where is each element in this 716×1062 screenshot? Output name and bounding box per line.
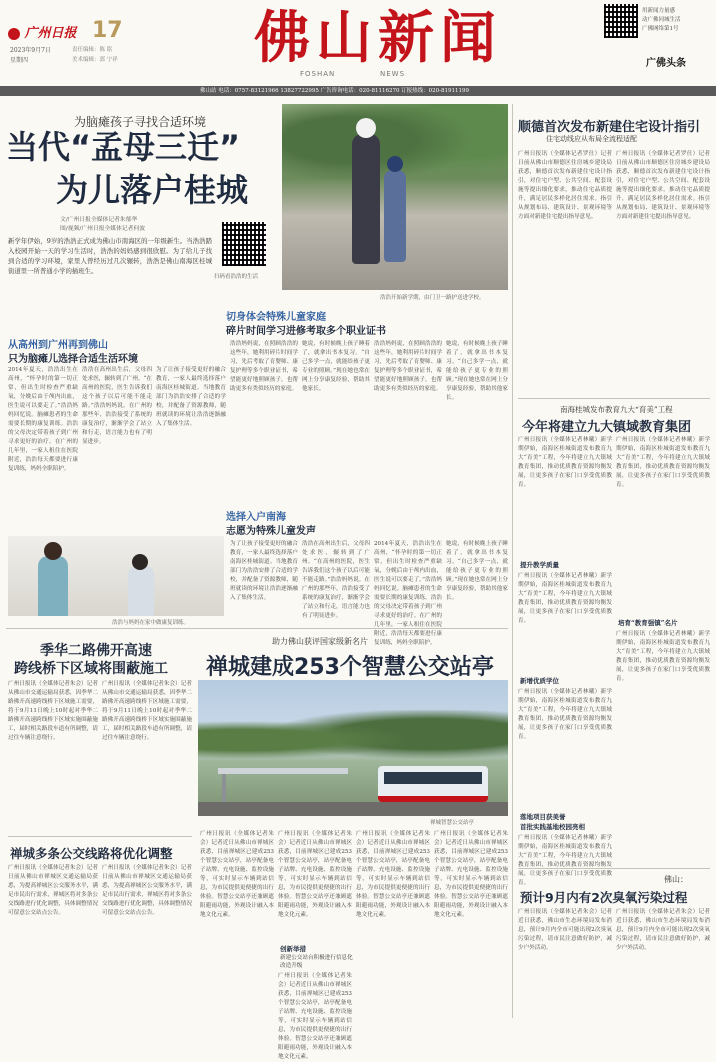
nanhai-edu-side-head-1: 提升教学质量 (520, 561, 559, 569)
ozone-title: 预计9月内有2次臭氧污染过程 (520, 890, 688, 905)
right-column-divider (512, 104, 513, 1018)
bus-stop-photo-trees (198, 710, 508, 770)
jihua-col-1: 广州日报讯（全媒体记者朱会）记者从佛山市交通运输局获悉，因季华二路佛开高速跨线桥下区域施工需要，将于9月11日晚上10时起对季华二路佛开高速跨线桥下区域实施围蔽施工，届时相关路段车道有所调整，请过往车辆注意绕行。 (8, 681, 98, 741)
bus-route-title: 禅城多条公交线路将优化调整 (10, 846, 173, 861)
masthead-qr-code[interactable] (604, 4, 638, 38)
section-head-from-gaozhou: 从高州到广州再到佛山 (8, 340, 108, 351)
editor-credit: 责任编辑：陈 铭 (72, 47, 113, 53)
lead-col-4: 她说，有时候晚上孩子睡着了，就拿出书本复习。“自己多学一点，就能给孩子更专业的照顾。”现在她也常在网上分享康复经验，帮助其他家长。 (302, 341, 370, 392)
ozone-col-1: 广州日报讯（全媒体记者朱会）记者近日获悉，佛山市生态环境局发布消息，预计9月内全市可能出现2次臭氧污染过程，请市民注意做好防护，减少户外活动。 (518, 909, 612, 951)
bus-stop-title: 禅城建成253个智慧公交站亭 (206, 655, 494, 680)
qr-note-2: 动广佛同城生活 (642, 17, 681, 23)
section-title-en-left: FOSHAN (300, 70, 336, 78)
page-number: 17 (92, 18, 123, 43)
jihua-col-2: 广州日报讯（全媒体记者朱会）记者从佛山市交通运输局获悉，因季华二路佛开高速跨线桥下区域施工需要，将于9月11日晚上10时起对季华二路佛开高速跨线桥下区域实施围蔽施工，届时相关路段车道有所调整，请过往车辆注意绕行。 (102, 681, 192, 741)
lead-photo-mother (352, 134, 380, 264)
lead-byline-1: 文/广州日报全媒体记者朱郁华 (60, 217, 138, 223)
paper-logo (8, 22, 77, 41)
bus-route-col-2: 广州日报讯（全媒体记者朱会）记者日前从佛山市禅城区交通运输局获悉，为提高禅城区公交服务水平，满足市民出行需求，禅城区将对多条公交线路进行优化调整，具体调整情况可留意公交站点公告。 (102, 865, 192, 916)
bus-stop-col-2: 广州日报讯（全媒体记者朱会）记者近日从佛山市禅城区获悉，目前禅城区已建成253个智慧公交站亭，站亭配备电子站牌、充电设施、监控设施等，可实时显示车辆到站信息，为市民提供更便捷的出行体验。智慧公交站亭还兼顾遮阳避雨功能，外观设计融入本地文化元素。 (278, 831, 352, 918)
lead-qr-caption: 扫码看浩浩的生活 (214, 274, 259, 280)
section-sub-experience: 碎片时间学习进修考取多个职业证书 (226, 326, 386, 337)
shunde-text-col-1: 广州日报讯（全媒体记者罗仕）记者日前从佛山市顺德区住房城乡建设局获悉，顺德首次发布新建住宅设计指引，对住宅户型、公共空间、配套设施等提出细化要求，推动住宅品质提升，满足居民多样化居住需求。指引从规划布局、建筑设计、景观环境等方面对新建住宅提出指导意见。 (518, 151, 612, 220)
section-title-en-right: NEWS (380, 70, 406, 78)
issue-weekday: 星期四 (10, 57, 29, 64)
section-head-nanhai: 选择入户南海 (226, 512, 286, 523)
qr-note-1: 用新闻力量感 (642, 8, 676, 14)
lead-col-3: 浩浩妈妈说，在照顾浩浩的这些年，她利用碎片时间学习，先后考取了育婴师、康复护理等多个职业证书，希望能更好地照顾孩子，也帮助更多有类似经历的家庭。 (230, 341, 298, 392)
nanhai-edu-col-1b: 广州日报讯（全媒体记者林曦）新学期伊始，南海区桂城街道发布教育九大“育美”工程，今年将建立九大镇域教育集团，推动优质教育资源均衡发展，让更多孩子在家门口享受优质教育。 (518, 573, 612, 624)
lead-photo-child-head (387, 156, 403, 172)
lead-photo-2-child (128, 566, 154, 616)
bus-stop-shelter (218, 768, 348, 774)
bus-stop-col-4: 广州日报讯（全媒体记者朱会）记者近日从佛山市禅城区获悉，目前禅城区已建成253个智慧公交站亭，站亭配备电子站牌、充电设施、监控设施等，可实时显示车辆到站信息，为市民提供更便捷的出行体验。智慧公交站亭还兼顾遮阳避雨功能，外观设计融入本地文化元素。 (434, 831, 508, 918)
bus-stop-col-2b: 广州日报讯（全媒体记者朱会）记者近日从佛山市禅城区获悉，目前禅城区已建成253个智慧公交站亭，站亭配备电子站牌、充电设施、监控设施等，可实时显示车辆到站信息，为市民提供更便捷的出行体验。智慧公交站亭还兼顾遮阳避雨功能，外观设计融入本地文化元素。 (278, 973, 352, 1060)
shunde-title: 顺德首次发布新建住宅设计指引 (518, 120, 701, 135)
lead-photo-2 (8, 536, 224, 616)
lead-photo-caption: 浩浩开始新学期，由门卫一路护送进学校。 (380, 295, 485, 301)
masthead (0, 0, 716, 82)
lead-col-7: 为了让孩子接受更好的融合教育，一家人最终选择落户南海区桂城街道。当地教育部门为浩浩安排了合适的学校，并配备了资源教师，随班就读的环境让浩浩逐渐融入了集体生活。 (230, 541, 298, 601)
lead-photo-2-caption: 浩浩与妈妈在家中做康复训练。 (112, 620, 190, 626)
ozone-kicker: 佛山： (664, 875, 688, 884)
nanhai-edu-col-1: 广州日报讯（全媒体记者林曦）新学期伊始，南海区桂城街道发布教育九大“育美”工程，今年将建立九大镇域教育集团，推动优质教育资源均衡发展，让更多孩子在家门口享受优质教育。 (518, 437, 612, 488)
bus-route-col-1: 广州日报讯（全媒体记者朱会）记者日前从佛山市禅城区交通运输局获悉，为提高禅城区公交服务水平，满足市民出行需求，禅城区将对多条公交线路进行优化调整，具体调整情况可留意公交站点公告。 (8, 865, 98, 916)
lead-photo (282, 104, 508, 290)
nanhai-edu-col-1d: 广州日报讯（全媒体记者林曦）新学期伊始，南海区桂城街道发布教育九大“育美”工程，今年将建立九大镇域教育集团，推动优质教育资源均衡发展，让更多孩子在家门口享受优质教育。 (518, 835, 612, 886)
lead-col-2b: 为了让孩子接受更好的融合教育，一家人最终选择落户南海区桂城街道。当地教育部门为浩浩安排了合适的学校，并配备了资源教师，随班就读的环境让浩浩逐渐融入了集体生活。 (156, 367, 226, 427)
info-bar-text: 佛山站 电话：0757-83121966 13827722995 广告咨询电话：020-81116270 订报热线：020-81911199 (200, 88, 470, 94)
right-note-sub: 首批实践基地校园亮相 (520, 823, 585, 831)
qr-note-3: 广佛网络第1号 (642, 26, 679, 32)
section-title: 佛山新闻 (254, 6, 502, 71)
lead-kicker: 为脑瘫孩子寻找合适环境 (74, 115, 207, 129)
lead-photo-2-mother-head (44, 542, 62, 560)
bus-stop-bus-windows (384, 772, 482, 784)
bus-stop-photo-caption: 禅城智慧公交站亭 (430, 820, 475, 826)
bottom-divider (6, 628, 508, 629)
nanhai-edu-col-2b: 广州日报讯（全媒体记者林曦）新学期伊始，南海区桂城街道发布教育九大“育美”工程，今年将建立九大镇域教育集团，推动优质教育资源均衡发展，让更多孩子在家门口享受优质教育。 (616, 631, 710, 682)
lead-col-5: 浩浩妈妈说，在照顾浩浩的这些年，她利用碎片时间学习，先后考取了育婴师、康复护理等多个职业证书，希望能更好地照顾孩子，也帮助更多有类似经历的家庭。 (374, 341, 442, 392)
nanhai-edu-col-2: 广州日报讯（全媒体记者林曦）新学期伊始，南海区桂城街道发布教育九大“育美”工程，今年将建立九大镇域教育集团，推动优质教育资源均衡发展，让更多孩子在家门口享受优质教育。 (616, 437, 710, 488)
section-tag: 广佛头条 (646, 58, 686, 69)
right-divider-2 (518, 868, 710, 869)
info-bar (0, 86, 716, 96)
bus-stop-kicker-bar (198, 636, 508, 648)
lead-col-1: 2014年夏天，浩浩出生在高州，“怀孕时的第一切正常，但出生时检查严重缺氧，分娩后由于颅内出血，医生说可以要走了。”浩浩妈妈回忆说。脑瘫患者的生命需要长期的康复训练。浩浩的父母决定带着孩子到广州寻求更好的治疗。在广州的几年里，一家人租住在医院附近，浩浩每天都要进行康复训练，妈妈全职陪护。 (8, 367, 78, 472)
nanhai-edu-title: 今年将建立九大镇域教育集团 (522, 420, 692, 435)
lead-photo-2-mother (38, 556, 68, 616)
lead-col-6: 她说，有时候晚上孩子睡着了，就拿出书本复习。“自己多学一点，就能给孩子更专业的照顾。”现在她也常在网上分享康复经验，帮助其他家长。 (446, 341, 508, 401)
jihua-title-line-1: 季华二路佛开高速 (40, 643, 152, 659)
lead-col-9: 2014年夏天，浩浩出生在高州，“怀孕时的第一切正常，但出生时检查严重缺氧，分娩后由于颅内出血，医生说可以要走了。”浩浩妈妈回忆说。脑瘫患者的生命需要长期的康复训练。浩浩的父母决定带着孩子到广州寻求更好的治疗。在广州的几年里，一家人租住在医院附近，浩浩每天都要进行康复训练，妈妈全职陪护。 (374, 541, 442, 646)
nanhai-edu-side-head-3: 培育“教育强镇”名片 (618, 619, 678, 627)
lead-col-2: 浩浩在高州出生后，父母四处求医，辗转到了广州。“在高州的医院，医生告诉我们这个孩子以后可能不能走路。”浩浩妈妈说。在广州的那些年，浩浩接受了系统的康复治疗，渐渐学会了站立和行走，语言能力也有了明显进步。 (82, 367, 152, 445)
lead-photo-mother-head (356, 118, 376, 138)
bus-stop-col-3: 广州日报讯（全媒体记者朱会）记者近日从佛山市禅城区获悉，目前禅城区已建成253个智慧公交站亭，站亭配备电子站牌、充电设施、监控设施等，可实时显示车辆到站信息，为市民提供更便捷的出行体验。智慧公交站亭还兼顾遮阳避雨功能，外观设计融入本地文化元素。 (356, 831, 430, 918)
bus-stop-kicker: 助力佛山获评国家级新名片 (272, 637, 368, 646)
bus-stop-col-1: 广州日报讯（全媒体记者朱会）记者近日从佛山市禅城区获悉，目前禅城区已建成253个智慧公交站亭，站亭配备电子站牌、充电设施、监控设施等，可实时显示车辆到站信息，为市民提供更便捷的出行体验。智慧公交站亭还兼顾遮阳避雨功能，外观设计融入本地文化元素。 (200, 831, 274, 918)
section-sub-nanhai: 志愿为特殊儿童发声 (226, 526, 316, 537)
lead-qr-code[interactable] (222, 222, 266, 266)
lead-intro: 新学年伊始，9岁的浩浩正式成为佛山市南海区的一年级新生。当浩浩踏入校园开始一天的学习生活时，浩浩的妈妈感到很欣慰。为了给儿子找到合适的学习环境，家里人曾经历过几次辗转，浩浩是佛山南海区桂城街道里一所普通小学的插班生。 (8, 237, 212, 275)
section-head-experience: 切身体会特殊儿童家庭 (226, 312, 326, 323)
lead-byline-2: 图/视频/广州日报全媒体记者何波 (60, 226, 146, 232)
shunde-subtitle: 住宅动线应从布局全流程适配 (546, 135, 637, 143)
lead-title-line-2: 为儿落户桂城 (56, 171, 249, 209)
bus-stop-road (198, 802, 508, 816)
bus-stop-shelter-post (222, 774, 226, 804)
nanhai-edu-side-head-2: 新增优质学位 (520, 677, 559, 685)
lead-col-10: 她说，有时候晚上孩子睡着了，就拿出书本复习。“自己多学一点，就能给孩子更专业的照顾。”现在她也常在网上分享康复经验，帮助其他家长。 (446, 541, 508, 601)
ozone-col-2: 广州日报讯（全媒体记者朱会）记者近日获悉，佛山市生态环境局发布消息，预计9月内全市可能出现2次臭氧污染过程，请市民注意做好防护，减少户外活动。 (616, 909, 710, 951)
design-credit: 美术编辑：郭 宁祥 (72, 57, 118, 63)
paper-name: 广州日报 (24, 26, 77, 41)
right-divider-1 (518, 398, 710, 399)
bus-stop-subhead-text: 新建公交站台积极进行信息化改造升级 (280, 955, 353, 969)
section-sub-from-gaozhou: 只为脑瘫儿选择合适生活环境 (8, 354, 138, 365)
bottom-left-divider (8, 836, 192, 837)
lead-photo-child (384, 170, 406, 262)
bus-stop-subhead: 创新举措 (280, 945, 306, 953)
lead-photo-2-child-head (132, 554, 148, 570)
lead-title-line-1: 当代“孟母三迁” (6, 128, 241, 166)
nanhai-edu-col-1c: 广州日报讯（全媒体记者林曦）新学期伊始，南海区桂城街道发布教育九大“育美”工程，今年将建立九大镇域教育集团，推动优质教育资源均衡发展，让更多孩子在家门口享受优质教育。 (518, 689, 612, 740)
right-note-head: 落地项目获美誉 (520, 813, 566, 821)
bus-stop-photo (198, 680, 508, 816)
nanhai-edu-kicker: 南海桂城发布教育九大“育美”工程 (560, 405, 673, 414)
issue-date: 2023年9月7日 (10, 47, 51, 54)
jihua-title-line-2: 跨线桥下区域将围蔽施工 (14, 661, 168, 677)
lead-col-8: 浩浩在高州出生后，父母四处求医，辗转到了广州。“在高州的医院，医生告诉我们这个孩子以后可能不能走路。”浩浩妈妈说。在广州的那些年，浩浩接受了系统的康复治疗，渐渐学会了站立和行走，语言能力也有了明显进步。 (302, 541, 370, 619)
logo-icon (8, 28, 20, 40)
shunde-text-col-2: 广州日报讯（全媒体记者罗仕）记者日前从佛山市顺德区住房城乡建设局获悉，顺德首次发布新建住宅设计指引，对住宅户型、公共空间、配套设施等提出细化要求，推动住宅品质提升，满足居民多样化居住需求。指引从规划布局、建筑设计、景观环境等方面对新建住宅提出指导意见。 (616, 151, 710, 220)
